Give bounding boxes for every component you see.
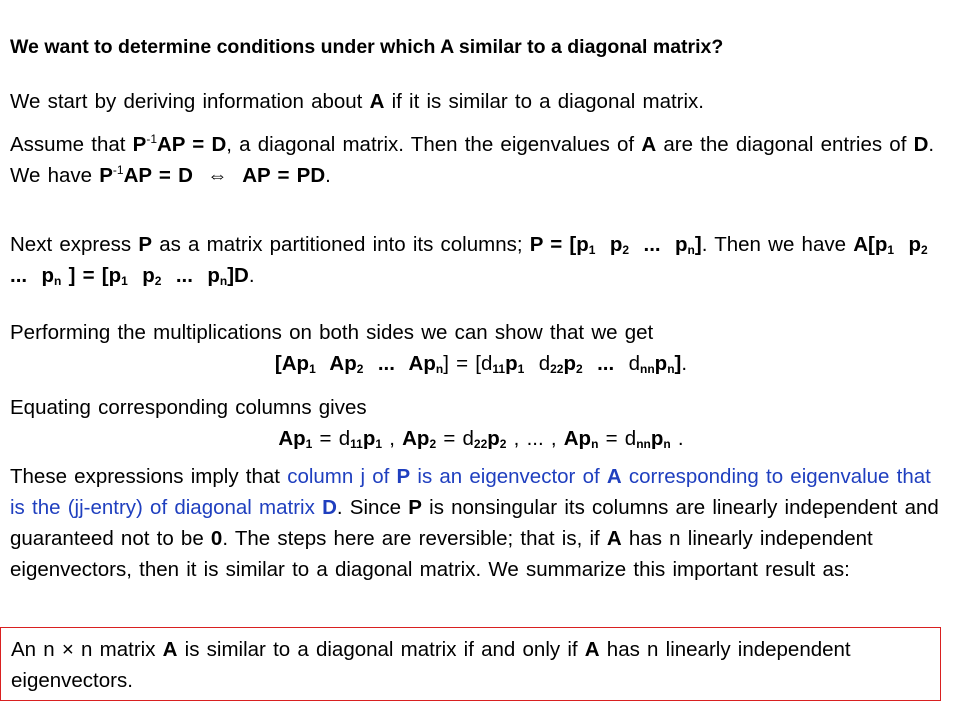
theorem-text: An n × n matrix A is similar to a diagonal matrix if and only if A has n linearly independent eigenvectors. [11,638,851,692]
assumption-paragraph: Assume that $P^{-1}AP = D$, a diagonal matrix. Then the eigenvalues of A are the diagonal entries of D. We have $P^{-1}AP = D$ ⇔ AP = PD. [10,132,935,187]
equating-line: Equating corresponding columns gives [10,396,367,419]
iff-symbol: ⇔ [207,164,228,187]
times-symbol: × [61,638,74,661]
theorem-box [0,627,941,701]
intro-paragraph: We start by deriving information about A if it is similar to a diagonal matrix. [10,90,704,113]
partition-paragraph: Next express P as a matrix partitioned into its columns; $P = [p_1$ $p_2$ ... $p_n$]. Then we have $A[p_1$ $p_2$ ... $p_n$ ] = [$p_1$ $p_2$ ... $p_n]D$. [10,233,928,288]
conclusion-paragraph: These expressions imply that column j of P is an eigenvector of A corresponding to eigenvalue that is the (jj-entry) of diagonal matrix D. Since P is nonsingular its columns are linearly independent and guaranteed not to be 0. The steps here are reversible; that is, if A has n linearly independent eigenvectors, then it is similar to a diagonal matrix. We summarize this important result as: [10,465,939,581]
column-equations: $Ap_1 = d_{11}p_1$ , $Ap_2 = d_{22}p_2$ , ... , $Ap_n = d_{nn}p_n$ . [278,427,684,451]
slide-heading: We want to determine conditions under which A similar to a diagonal matrix? [10,36,724,58]
multiplication-line: Performing the multiplications on both sides we can show that we get [10,321,654,344]
multiplication-equation: [$Ap_1$ $Ap_2$ ... $Ap_n] = [d_{11}p_1$ $d_{22}p_2$ ... $d_{nn}p_n$]. [274,352,688,376]
